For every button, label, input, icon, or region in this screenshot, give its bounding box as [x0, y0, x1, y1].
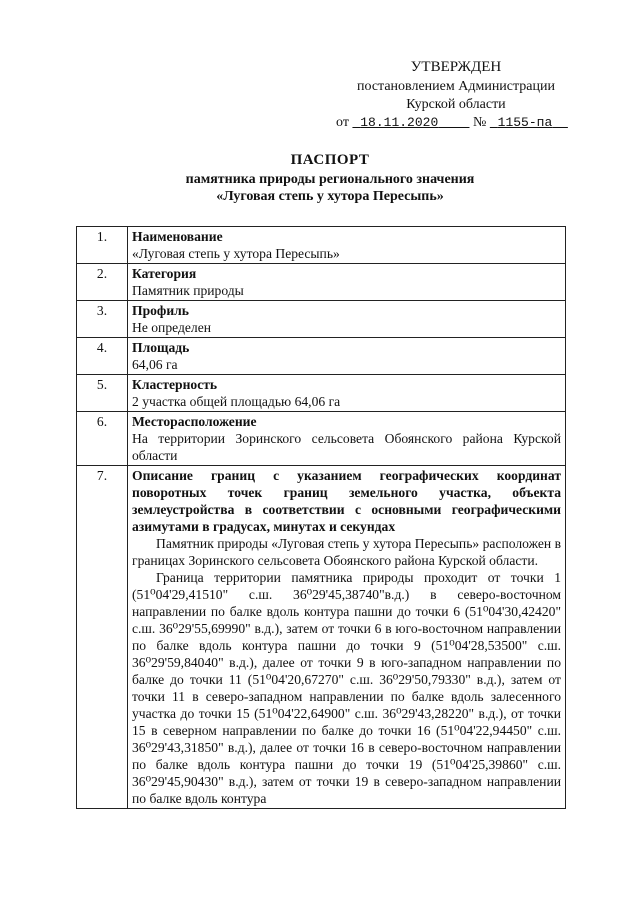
date-prefix: от [336, 115, 349, 130]
title-main: ПАСПОРТ [290, 152, 370, 168]
row-content [128, 301, 566, 338]
row-value: Не определен [132, 320, 212, 335]
row-value: 2 участка общей площадью 64,06 га [132, 394, 341, 409]
row-number: 7. [77, 466, 128, 809]
row-number: 5. [77, 375, 128, 412]
table-row [77, 264, 566, 301]
row-value: «Луговая степь у хутора Пересыпь» [132, 246, 340, 261]
row-content [128, 466, 566, 809]
approval-stamp [336, 58, 576, 132]
row-title: Профиль [132, 303, 189, 318]
row-number: 3. [77, 301, 128, 338]
row-value: 64,06 га [132, 357, 178, 372]
row-content [128, 264, 566, 301]
row-content [128, 375, 566, 412]
number-prefix: № [472, 115, 487, 130]
row-title: Описание границ с указанием географических координат поворотных точек границ земельного участка, объекта землеустройства в соответствии с основными географическими азимутами в градусах, минутах и секундах [132, 468, 561, 534]
row-number: 1. [77, 227, 128, 264]
passport-table [76, 226, 566, 809]
approval-date: 18.11.2020 [360, 115, 439, 130]
boundary-paragraph-1: Памятник природы «Луговая степь у хутора Пересыпь» расположен в границах Зоринского сельсовета Обоянского района Курской области. [132, 536, 561, 568]
row-number: 6. [77, 412, 128, 466]
table-row [77, 466, 566, 809]
row-value: На территории Зоринского сельсовета Обоянского района Курской области [132, 431, 561, 463]
row-content [128, 338, 566, 375]
row-title: Кластерность [132, 377, 218, 392]
table-row [77, 301, 566, 338]
document-title [100, 152, 560, 205]
table-row [77, 375, 566, 412]
table-row [77, 338, 566, 375]
approval-date-line [336, 114, 576, 132]
row-content [128, 412, 566, 466]
title-sub-1: памятника природы регионального значения [185, 172, 475, 187]
row-title: Месторасположение [132, 414, 257, 429]
table-row [77, 227, 566, 264]
row-number: 4. [77, 338, 128, 375]
row-number: 2. [77, 264, 128, 301]
boundary-paragraph-2: Граница территории памятника природы проходит от точки 1 (51⁰04'29,41510" с.ш. 36⁰29'45,38740"в.д.) в северо-восточном направлении по балке вдоль контура пашни до точки 6 (51⁰04'30,42420" с.ш. 36⁰29'55,69990" в.д.), затем от точки 6 в юго-восточном направлении по балке вдоль контура пашни до точки 9 (51⁰04'28,53500" с.ш. 36⁰29'59,84040" в.д.), далее от точки 9 в юго-западном направлении по балке до точки 11 (51⁰04'20,67270" с.ш. 36⁰29'50,79330" в.д.), затем от точки 11 в северо-западном направлении по балке вдоль залесенного участка до точки 15 (51⁰04'22,64900" с.ш. 36⁰29'43,28220" в.д.), от точки 15 в северном направлении по балке до точки 16 (51⁰04'22,94450" с.ш. 36⁰29'43,31850" в.д.), далее от точки 16 в северо-восточном направлении по балке вдоль контура пашни до точки 19 (51⁰04'25,39860" с.ш. 36⁰29'45,90430" в.д.), затем от точки 19 в северо-западном направлении по балке вдоль контура [132, 570, 561, 806]
row-title: Наименование [132, 229, 223, 244]
title-sub-2: «Луговая степь у хутора Пересыпь» [216, 189, 444, 204]
approval-heading: УТВЕРЖДЕН [410, 59, 502, 75]
approval-number: 1155-па [497, 115, 553, 130]
row-value: Памятник природы [132, 283, 244, 298]
table-row [77, 412, 566, 466]
row-content [128, 227, 566, 264]
row-title: Категория [132, 266, 197, 281]
approval-line-1: постановлением Администрации [357, 79, 555, 94]
approval-line-2: Курской области [406, 97, 506, 112]
row-title: Площадь [132, 340, 190, 355]
